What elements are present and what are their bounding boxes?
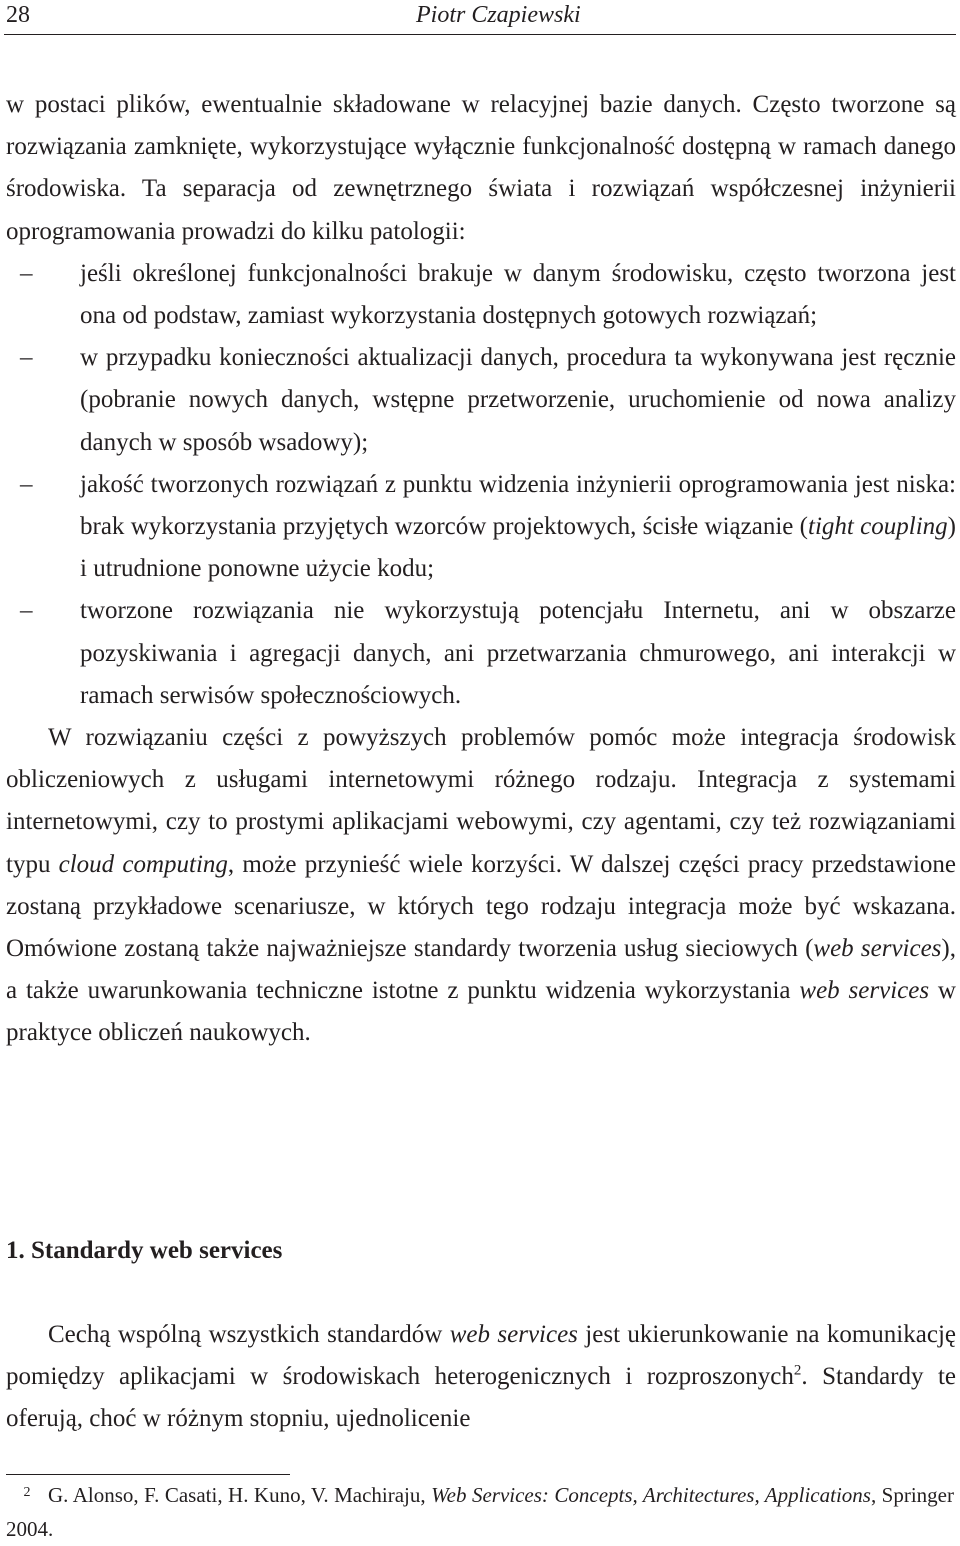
list-dash: – (20, 259, 33, 287)
list-item (6, 337, 956, 464)
paragraph-text: W rozwiązaniu części z powyższych problemów pomóc może integracja środowisk obliczeniowych z usługami internetowymi różnego rodzaju. Integracja z systemami internetowymi, czy to prostymi aplikacjami webowymi, czy agentami, czy też rozwiązaniami typu (6, 724, 956, 878)
italic-term: web services (813, 935, 942, 963)
paragraph-text: w praktyce obliczeń naukowych. (6, 977, 956, 1047)
italic-term: cloud computing (58, 850, 228, 878)
footnote-text: , Springer 2004. (6, 1483, 954, 1541)
footnote (6, 1480, 954, 1545)
list-item (6, 590, 956, 717)
list-dash: – (20, 597, 33, 625)
footnote-mark: 2 (23, 1485, 31, 1500)
section-heading: 1. Standardy web services (6, 1237, 283, 1264)
running-header (4, 0, 956, 35)
paragraph-intro (6, 84, 956, 253)
list-item-text: w przypadku konieczności aktualizacji danych, procedura ta wykonywana jest ręcznie (pobranie nowych danych, wstępne przetworzenie, uruchomienie od nowa analizy danych w sposób wsadowy); (80, 344, 956, 456)
paragraph-text: ), a także uwarunkowania techniczne istotne z punktu widzenia wykorzystania (6, 935, 956, 1005)
body-text (6, 84, 956, 1055)
paragraph-text: jest ukierunkowanie na komunikację pomiędzy aplikacjami w środowiskach heterogenicznych i rozproszonych (6, 1321, 956, 1391)
footnote-text: G. Alonso, F. Casati, H. Kuno, V. Machiraju, (48, 1483, 432, 1507)
list-item-text: jakość tworzonych rozwiązań z punktu widzenia inżynierii oprogramowania jest niska: brak wykorzystania przyjętych wzorców projektowych, ścisłe wiązanie ( (80, 470, 956, 541)
italic-term: web services (449, 1321, 578, 1348)
list-item (6, 464, 956, 591)
paragraph-text: . Standardy te oferują, choć w różnym stopniu, ujednolicenie (6, 1363, 956, 1433)
paragraph-intro-text: w postaci plików, ewentualnie składowane w relacyjnej bazie danych. Często tworzone są rozwiązania zamknięte, wykorzystujące wyłącznie funkcjonalność dostępną w ramach danego środowiska. Ta separacja od zewnętrznego świata i rozwiązań współczesnej inżynierii oprogramowania prowadzi do kilku patologii: (6, 91, 956, 245)
running-author: Piotr Czapiewski (416, 2, 581, 28)
list-dash: – (20, 470, 33, 498)
footnote-divider (6, 1474, 290, 1475)
page-number: 28 (6, 2, 30, 28)
paragraph-integration (6, 717, 956, 1055)
paragraph-text: , może przynieść wiele korzyści. W dalszej części pracy przedstawione zostaną przykładowe scenariusze, w których tego rodzaju integracja może być wskazana. Omówione zostaną także najważniejsze standardy tworzenia usług sieciowych ( (6, 850, 956, 963)
pathology-list (6, 253, 956, 717)
footnote-reference[interactable]: 2 (793, 1362, 802, 1379)
footnote-title: Web Services: Concepts, Architectures, Applications (431, 1483, 871, 1507)
paragraph-text: Cechą wspólną wszystkich standardów (48, 1321, 450, 1348)
list-item (6, 253, 956, 337)
list-item-text: ) i utrudnione ponowne użycie kodu; (80, 513, 956, 583)
list-item-text: jeśli określonej funkcjonalności brakuje w danym środowisku, często tworzona jest ona od podstaw, zamiast wykorzystania dostępnych gotowych rozwiązań; (80, 259, 956, 330)
italic-term: tight coupling (808, 513, 948, 541)
list-item-text: tworzone rozwiązania nie wykorzystują potencjału Internetu, ani w obszarze pozyskiwania i agregacji danych, ani przetwarzania chmurowego, ani interakcji w ramach serwisów społecznościowych. (80, 597, 956, 709)
paragraph-standards (6, 1314, 956, 1441)
list-dash: – (20, 344, 33, 372)
italic-term: web services (799, 977, 930, 1005)
section-body (6, 1314, 956, 1441)
